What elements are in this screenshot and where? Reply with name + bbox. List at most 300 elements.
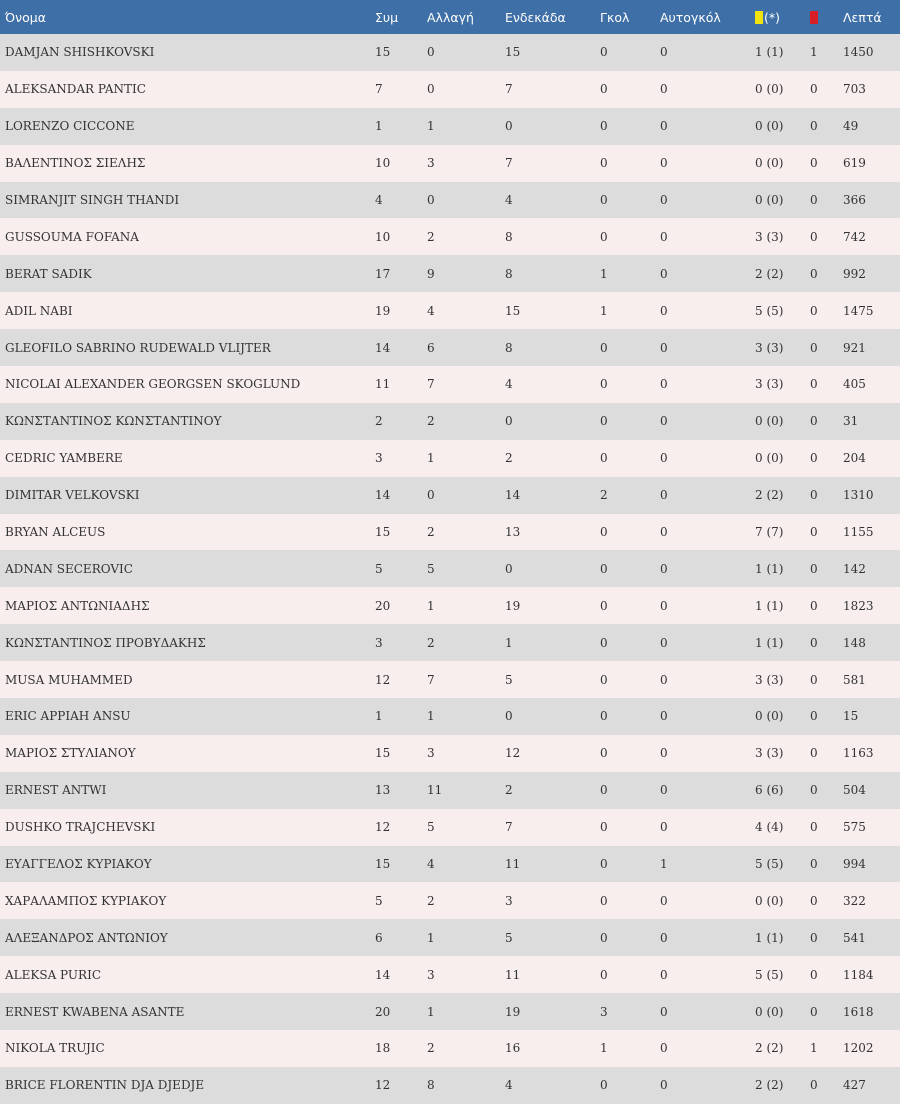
goals-cell: 0 [600,783,608,798]
table-row[interactable] [0,514,900,551]
minutes-cell: 1475 [843,303,874,318]
minutes-cell: 921 [843,340,866,355]
substitutions-cell: 3 [427,967,435,982]
player-name[interactable]: DIMITAR VELKOVSKI [5,488,140,503]
goals-cell: 0 [600,45,608,60]
header-red-cards[interactable] [805,0,838,34]
own-goals-cell: 0 [660,930,668,945]
goals-cell: 0 [600,451,608,466]
yellow-cards-cell: 0 (0) [755,451,784,466]
player-name[interactable]: SIMRANJIT SINGH THANDI [5,193,180,207]
starting-eleven-cell: 0 [505,119,513,134]
player-name[interactable]: BERAT SADIK [5,266,92,281]
player-name[interactable]: DUSHKO TRAJCHEVSKI [5,820,156,835]
substitutions-cell: 8 [427,1078,435,1093]
yellow-cards-cell: 2 (2) [755,266,784,281]
own-goals-cell: 0 [660,488,668,503]
minutes-cell: 1155 [843,525,874,540]
red-cards-cell: 0 [810,967,818,982]
appearances-cell: 15 [375,45,391,60]
substitutions-cell: 3 [427,156,435,171]
table-row[interactable] [0,1067,900,1104]
yellow-cards-cell: 3 (3) [755,746,784,761]
appearances-cell: 15 [375,746,391,761]
yellow-cards-cell: 5 (5) [755,857,784,872]
goals-cell: 0 [600,930,608,945]
substitutions-cell: 0 [427,488,435,503]
appearances-cell: 6 [375,930,383,945]
appearances-cell: 14 [375,340,391,355]
goals-cell: 0 [600,340,608,355]
yellow-card-icon [755,11,763,24]
substitutions-cell: 2 [427,1041,435,1056]
red-cards-cell: 0 [810,561,818,576]
red-cards-cell: 0 [810,783,818,798]
own-goals-cell: 0 [660,746,668,761]
substitutions-cell: 9 [427,266,435,281]
player-name[interactable]: ΕΥΑΓΓΕΛΟΣ ΚΥΡΙΑΚΟΥ [5,857,152,872]
appearances-cell: 14 [375,488,391,503]
starting-eleven-cell: 7 [505,820,513,835]
header-appearances[interactable]: Συμ [375,9,399,25]
own-goals-cell: 0 [660,156,668,171]
starting-eleven-cell: 0 [505,709,513,724]
substitutions-cell: 2 [427,893,435,908]
substitutions-cell: 2 [427,635,435,650]
own-goals-cell: 0 [660,340,668,355]
substitutions-cell: 11 [427,783,443,798]
own-goals-cell: 0 [660,672,668,687]
player-name[interactable]: BRYAN ALCEUS [5,525,106,540]
player-name[interactable]: ΚΩΝΣΤΑΝΤΙΝΟΣ ΠΡΟΒΥΔΑΚΗΣ [5,635,206,650]
starting-eleven-cell: 2 [505,451,513,466]
goals-cell: 0 [600,820,608,835]
appearances-cell: 3 [375,635,383,650]
player-name[interactable]: NICOLAI ALEXANDER GEORGSEN SKOGLUND [5,377,301,392]
minutes-cell: 504 [843,783,866,798]
appearances-cell: 19 [375,303,391,318]
goals-cell: 0 [600,229,608,244]
minutes-cell: 427 [843,1078,866,1093]
goals-cell: 0 [600,635,608,650]
goals-cell: 0 [600,1078,608,1093]
player-name[interactable]: ALEKSANDAR PANTIC [5,82,146,97]
own-goals-cell: 0 [660,893,668,908]
table-row[interactable] [0,661,900,698]
own-goals-cell: 0 [660,119,668,134]
substitutions-cell: 1 [427,709,435,724]
own-goals-cell: 0 [660,1078,668,1093]
table-row[interactable] [0,772,900,809]
goals-cell: 0 [600,193,608,207]
substitutions-cell: 2 [427,525,435,540]
substitutions-cell: 4 [427,303,435,318]
header-name[interactable]: Όνομα [5,9,46,25]
table-row[interactable] [0,440,900,477]
own-goals-cell: 0 [660,967,668,982]
substitutions-cell: 1 [427,451,435,466]
minutes-cell: 31 [843,414,859,429]
appearances-cell: 4 [375,193,383,207]
appearances-cell: 12 [375,672,391,687]
starting-eleven-cell: 8 [505,229,513,244]
player-name[interactable]: GUSSOUMA FOFANA [5,229,139,244]
goals-cell: 0 [600,672,608,687]
table-row[interactable] [0,182,900,219]
player-name[interactable]: ALEKSA PURIC [5,967,101,982]
red-cards-cell: 0 [810,451,818,466]
yellow-cards-cell: 3 (3) [755,377,784,392]
own-goals-cell: 0 [660,561,668,576]
yellow-cards-cell: 0 (0) [755,709,784,724]
appearances-cell: 10 [375,156,391,171]
player-name[interactable]: ΜΑΡΙΟΣ ΑΝΤΩΝΙΑΔΗΣ [5,598,150,613]
player-name[interactable]: ΧΑΡΑΛΑΜΠΟΣ ΚΥΡΙΑΚΟΥ [5,893,167,908]
table-row[interactable] [0,1030,900,1067]
header-minutes[interactable]: Λεπτά [843,9,882,25]
appearances-cell: 15 [375,857,391,872]
goals-cell: 0 [600,82,608,97]
header-starting-eleven[interactable]: Ενδεκάδα [505,9,566,25]
yellow-cards-cell: 0 (0) [755,119,784,134]
table-row[interactable] [0,218,900,255]
player-name[interactable]: CEDRIC YAMBERE [5,451,123,466]
goals-cell: 0 [600,598,608,613]
goals-cell: 0 [600,746,608,761]
table-row[interactable] [0,882,900,919]
appearances-cell: 3 [375,451,383,466]
own-goals-cell: 0 [660,1041,668,1056]
appearances-cell: 20 [375,1004,391,1019]
starting-eleven-cell: 16 [505,1041,521,1056]
yellow-cards-cell: 0 (0) [755,82,784,97]
red-cards-cell: 0 [810,672,818,687]
minutes-cell: 49 [843,119,859,134]
table-row[interactable] [0,34,900,71]
own-goals-cell: 0 [660,229,668,244]
own-goals-cell: 0 [660,45,668,60]
starting-eleven-cell: 13 [505,525,521,540]
own-goals-cell: 0 [660,82,668,97]
player-name[interactable]: ERNEST KWABENA ASANTE [5,1004,185,1019]
starting-eleven-cell: 11 [505,967,521,982]
red-cards-cell: 0 [810,525,818,540]
own-goals-cell: 0 [660,709,668,724]
red-cards-cell: 0 [810,82,818,97]
minutes-cell: 1823 [843,598,874,613]
starting-eleven-cell: 5 [505,930,513,945]
own-goals-cell: 0 [660,598,668,613]
player-name[interactable]: ΜΑΡΙΟΣ ΣΤΥΛΙΑΝΟΥ [5,746,136,761]
substitutions-cell: 1 [427,598,435,613]
appearances-cell: 14 [375,967,391,982]
yellow-cards-suffix: (*) [764,9,781,25]
goals-cell: 0 [600,156,608,171]
player-name[interactable]: NIKOLA TRUJIC [5,1041,105,1056]
yellow-cards-cell: 6 (6) [755,783,784,798]
yellow-cards-cell: 5 (5) [755,303,784,318]
table-row[interactable] [0,919,900,956]
substitutions-cell: 5 [427,820,435,835]
appearances-cell: 1 [375,119,383,134]
yellow-cards-cell: 2 (2) [755,488,784,503]
goals-cell: 0 [600,857,608,872]
minutes-cell: 405 [843,377,866,392]
red-cards-cell: 0 [810,488,818,503]
minutes-cell: 994 [843,857,866,872]
red-cards-cell: 0 [810,893,818,908]
substitutions-cell: 0 [427,82,435,97]
yellow-cards-cell: 1 (1) [755,598,784,613]
own-goals-cell: 0 [660,266,668,281]
appearances-cell: 13 [375,783,391,798]
substitutions-cell: 5 [427,561,435,576]
red-cards-cell: 0 [810,857,818,872]
minutes-cell: 1184 [843,967,874,982]
starting-eleven-cell: 5 [505,672,513,687]
yellow-cards-cell: 4 (4) [755,820,784,835]
appearances-cell: 12 [375,820,391,835]
player-name[interactable]: ΚΩΝΣΤΑΝΤΙΝΟΣ ΚΩΝΣΤΑΝΤΙΝΟΥ [5,414,222,429]
table-row[interactable] [0,71,900,108]
red-cards-cell: 0 [810,746,818,761]
red-cards-cell: 0 [810,709,818,724]
table-header [0,0,900,34]
substitutions-cell: 1 [427,930,435,945]
minutes-cell: 142 [843,561,866,576]
header-substitutions[interactable]: Αλλαγή [427,9,474,25]
minutes-cell: 204 [843,451,866,466]
appearances-cell: 2 [375,414,383,429]
player-name[interactable]: GLEOFILO SABRINO RUDEWALD VLIJTER [5,340,271,355]
red-cards-cell: 0 [810,266,818,281]
starting-eleven-cell: 0 [505,414,513,429]
player-name[interactable]: ERNEST ANTWI [5,783,107,798]
yellow-cards-cell: 2 (2) [755,1078,784,1093]
minutes-cell: 992 [843,266,866,281]
starting-eleven-cell: 14 [505,488,521,503]
yellow-cards-cell: 1 (1) [755,930,784,945]
goals-cell: 1 [600,1041,608,1056]
starting-eleven-cell: 19 [505,598,521,613]
red-cards-cell: 0 [810,930,818,945]
substitutions-cell: 1 [427,119,435,134]
appearances-cell: 10 [375,229,391,244]
table-row[interactable] [0,329,900,366]
goals-cell: 0 [600,709,608,724]
red-cards-cell: 0 [810,414,818,429]
substitutions-cell: 0 [427,193,435,207]
own-goals-cell: 0 [660,635,668,650]
table-row[interactable] [0,108,900,145]
substitutions-cell: 3 [427,746,435,761]
table-row[interactable] [0,292,900,329]
red-cards-cell: 0 [810,119,818,134]
goals-cell: 0 [600,525,608,540]
table-row[interactable] [0,145,900,182]
player-name[interactable]: ERIC APPIAH ANSU [5,709,131,724]
player-name[interactable]: ADIL NABI [5,303,73,318]
own-goals-cell: 0 [660,820,668,835]
own-goals-cell: 0 [660,303,668,318]
table-row[interactable] [0,403,900,440]
header-goals[interactable]: Γκολ [600,9,630,25]
appearances-cell: 1 [375,709,383,724]
minutes-cell: 619 [843,156,866,171]
starting-eleven-cell: 1 [505,635,513,650]
yellow-cards-cell: 2 (2) [755,1041,784,1056]
red-cards-cell: 0 [810,1004,818,1019]
starting-eleven-cell: 8 [505,340,513,355]
goals-cell: 0 [600,967,608,982]
yellow-cards-cell: 3 (3) [755,340,784,355]
table-row[interactable] [0,993,900,1030]
player-name[interactable]: DAMJAN SHISHKOVSKI [5,45,155,60]
yellow-cards-cell: 7 (7) [755,525,784,540]
red-cards-cell: 0 [810,340,818,355]
minutes-cell: 581 [843,672,866,687]
goals-cell: 1 [600,303,608,318]
own-goals-cell: 0 [660,783,668,798]
starting-eleven-cell: 2 [505,783,513,798]
goals-cell: 0 [600,893,608,908]
goals-cell: 0 [600,377,608,392]
starting-eleven-cell: 3 [505,893,513,908]
minutes-cell: 322 [843,893,866,908]
substitutions-cell: 1 [427,1004,435,1019]
substitutions-cell: 2 [427,229,435,244]
minutes-cell: 366 [843,193,866,207]
yellow-cards-cell: 5 (5) [755,967,784,982]
player-name[interactable]: BRICE FLORENTIN DJA DJEDJE [5,1078,205,1093]
header-own-goals[interactable]: Αυτογκόλ [660,9,721,25]
starting-eleven-cell: 7 [505,82,513,97]
goals-cell: 1 [600,266,608,281]
red-cards-cell: 0 [810,193,818,207]
appearances-cell: 12 [375,1078,391,1093]
starting-eleven-cell: 7 [505,156,513,171]
red-cards-cell: 0 [810,156,818,171]
appearances-cell: 17 [375,266,391,281]
goals-cell: 0 [600,561,608,576]
minutes-cell: 703 [843,82,866,97]
red-cards-cell: 1 [810,1041,818,1056]
minutes-cell: 1163 [843,746,874,761]
red-cards-cell: 0 [810,820,818,835]
substitutions-cell: 7 [427,672,435,687]
goals-cell: 3 [600,1004,608,1019]
minutes-cell: 1202 [843,1041,874,1056]
starting-eleven-cell: 4 [505,1078,513,1093]
minutes-cell: 148 [843,635,866,650]
minutes-cell: 541 [843,930,866,945]
substitutions-cell: 6 [427,340,435,355]
table-row[interactable] [0,366,900,403]
substitutions-cell: 4 [427,857,435,872]
starting-eleven-cell: 0 [505,561,513,576]
table-row[interactable] [0,255,900,292]
appearances-cell: 18 [375,1041,391,1056]
table-row[interactable] [0,477,900,514]
appearances-cell: 7 [375,82,383,97]
yellow-cards-cell: 3 (3) [755,672,784,687]
appearances-cell: 11 [375,377,391,392]
minutes-cell: 575 [843,820,866,835]
red-cards-cell: 0 [810,229,818,244]
yellow-cards-cell: 0 (0) [755,1004,784,1019]
own-goals-cell: 0 [660,193,668,207]
own-goals-cell: 1 [660,857,668,872]
goals-cell: 2 [600,488,608,503]
substitutions-cell: 0 [427,45,435,60]
header-row [0,0,900,34]
appearances-cell: 20 [375,598,391,613]
own-goals-cell: 0 [660,1004,668,1019]
red-cards-cell: 0 [810,1078,818,1093]
table-row[interactable] [0,550,900,587]
yellow-cards-cell: 1 (1) [755,635,784,650]
header-yellow-cards[interactable] [750,0,805,34]
player-name[interactable]: MUSA MUHAMMED [5,672,133,687]
starting-eleven-cell: 19 [505,1004,521,1019]
starting-eleven-cell: 15 [505,45,521,60]
starting-eleven-cell: 8 [505,266,513,281]
table-row[interactable] [0,698,900,735]
starting-eleven-cell: 12 [505,746,521,761]
yellow-cards-cell: 0 (0) [755,156,784,171]
own-goals-cell: 0 [660,377,668,392]
own-goals-cell: 0 [660,525,668,540]
minutes-cell: 1618 [843,1004,874,1019]
appearances-cell: 5 [375,561,383,576]
own-goals-cell: 0 [660,451,668,466]
table-row[interactable] [0,735,900,772]
appearances-cell: 5 [375,893,383,908]
player-name[interactable]: ΒΑΛΕΝΤΙΝΟΣ ΣΙΕΛΗΣ [5,156,146,171]
minutes-cell: 742 [843,229,866,244]
table-body [0,34,900,1104]
starting-eleven-cell: 4 [505,377,513,392]
player-name[interactable]: LORENZO CICCONE [5,119,135,134]
appearances-cell: 15 [375,525,391,540]
red-card-icon [810,11,818,24]
starting-eleven-cell: 15 [505,303,521,318]
red-cards-cell: 1 [810,45,818,60]
red-cards-cell: 0 [810,303,818,318]
player-name[interactable]: ADNAN SECEROVIC [5,561,133,576]
red-cards-cell: 0 [810,598,818,613]
table-row[interactable] [0,809,900,846]
minutes-cell: 15 [843,709,859,724]
table-row[interactable] [0,846,900,883]
red-cards-cell: 0 [810,635,818,650]
yellow-cards-cell: 1 (1) [755,45,784,60]
yellow-cards-cell: 1 (1) [755,561,784,576]
table-row[interactable] [0,956,900,993]
minutes-cell: 1450 [843,45,874,60]
own-goals-cell: 0 [660,414,668,429]
minutes-cell: 1310 [843,488,874,503]
table-row[interactable] [0,624,900,661]
player-name[interactable]: ΑΛΕΞΑΝΔΡΟΣ ΑΝΤΩΝΙΟΥ [5,930,168,945]
yellow-cards-cell: 3 (3) [755,229,784,244]
substitutions-cell: 7 [427,377,435,392]
yellow-cards-cell: 0 (0) [755,893,784,908]
goals-cell: 0 [600,414,608,429]
yellow-cards-cell: 0 (0) [755,414,784,429]
table-row[interactable] [0,587,900,624]
substitutions-cell: 2 [427,414,435,429]
